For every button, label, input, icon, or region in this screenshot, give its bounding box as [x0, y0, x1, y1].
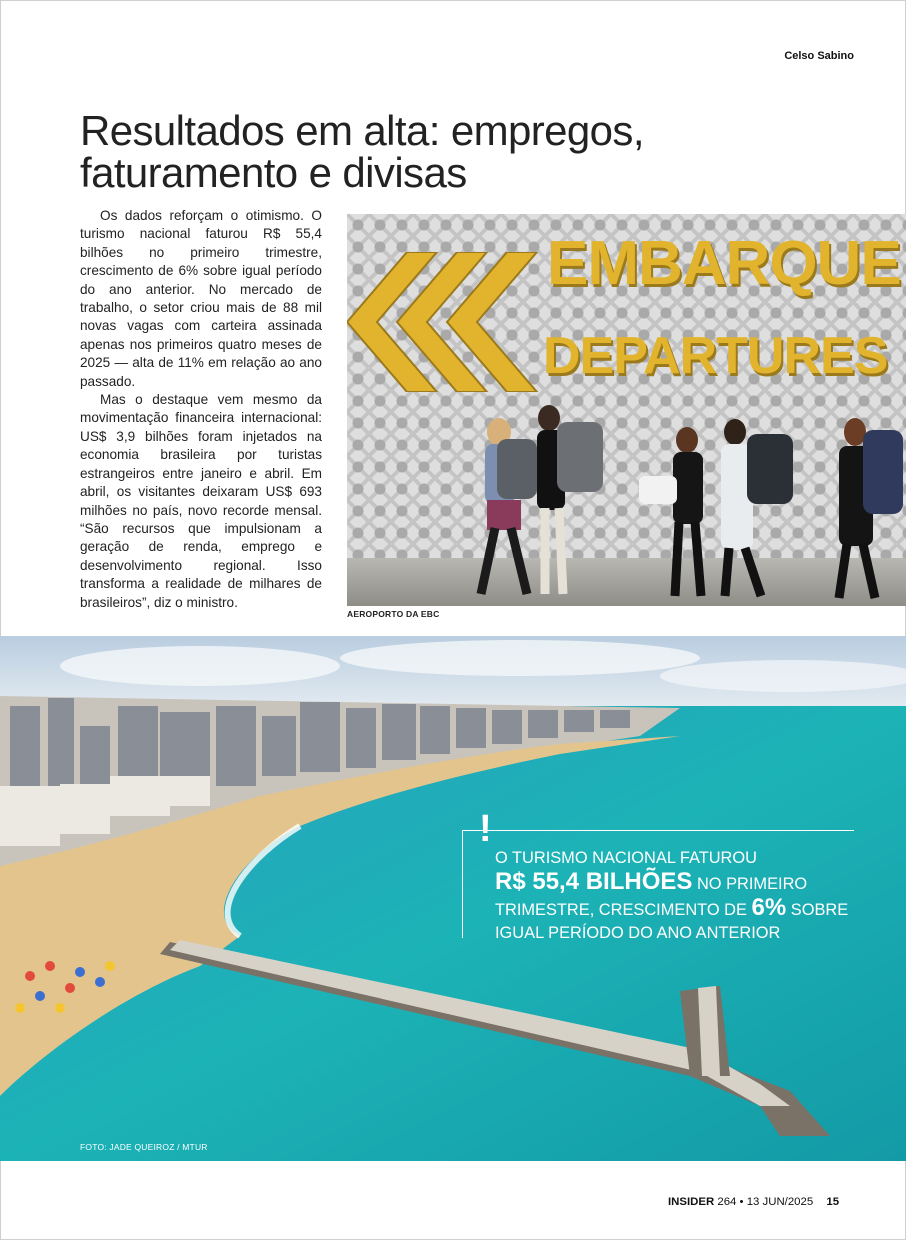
- pull-quote: [462, 808, 854, 942]
- title-line-2: faturamento e divisas: [80, 149, 467, 196]
- airport-photo: [347, 214, 906, 606]
- magazine-name: INSIDER: [668, 1196, 715, 1208]
- callout-highlight-growth: 6%: [751, 894, 787, 921]
- sign-embarque: EMBARQUE: [547, 229, 901, 298]
- issue-date: 264 • 13 JUN/2025: [717, 1196, 814, 1208]
- page-footer: [668, 1196, 839, 1208]
- sign-departures: DEPARTURES: [543, 327, 888, 385]
- photo-caption: AEROPORTO DA EBC: [347, 609, 440, 619]
- callout-rule: [462, 830, 463, 938]
- title-line-1: Resultados em alta: empregos,: [80, 107, 644, 154]
- callout-part-2: NO PRIMEIRO TRIMESTRE, CRESCIMENTO DE: [495, 875, 808, 919]
- callout-divider: [462, 830, 854, 831]
- callout-part-1: O TURISMO NACIONAL FATUROU: [495, 849, 757, 867]
- callout-part-3: SOBRE IGUAL PERÍODO DO ANO ANTERIOR: [495, 901, 849, 942]
- travelers: [447, 404, 906, 606]
- article-title: [80, 107, 800, 196]
- callout-text: [495, 847, 855, 945]
- photo-credit: FOTO: JADE QUEIROZ / MTUR: [80, 1142, 208, 1152]
- author-name: Celso Sabino: [784, 50, 854, 62]
- callout-highlight-revenue: R$ 55,4 BILHÕES: [495, 868, 693, 895]
- exclamation-icon: !: [479, 808, 492, 850]
- paragraph: Os dados reforçam o otimismo. O turismo nacional faturou R$ 55,4 bilhões no primeiro trimestre, crescimento de 6% sobre igual período do ano anterior. No mercado de trabalho, o setor criou mais de 88 mil novas vagas com carteira assinada apenas nos primeiros quatro meses de 2025 — alta de 11% em relação ao ano passado.: [80, 208, 322, 389]
- article-body: [80, 207, 322, 612]
- paragraph: Mas o destaque vem mesmo da movimentação financeira internacional: US$ 3,9 bilhões foram injetados na economia brasileira por turistas estrangeiros entre janeiro e abril. Em abril, os visitantes deixaram US$ 693 milhões no país, novo recorde mensal. “São recursos que impulsionam a geração de renda, emprego e desenvolvimento regional. Isso transforma a realidade de milhares de brasileiros”, diz o ministro.: [80, 392, 322, 610]
- page-number: 15: [826, 1196, 840, 1208]
